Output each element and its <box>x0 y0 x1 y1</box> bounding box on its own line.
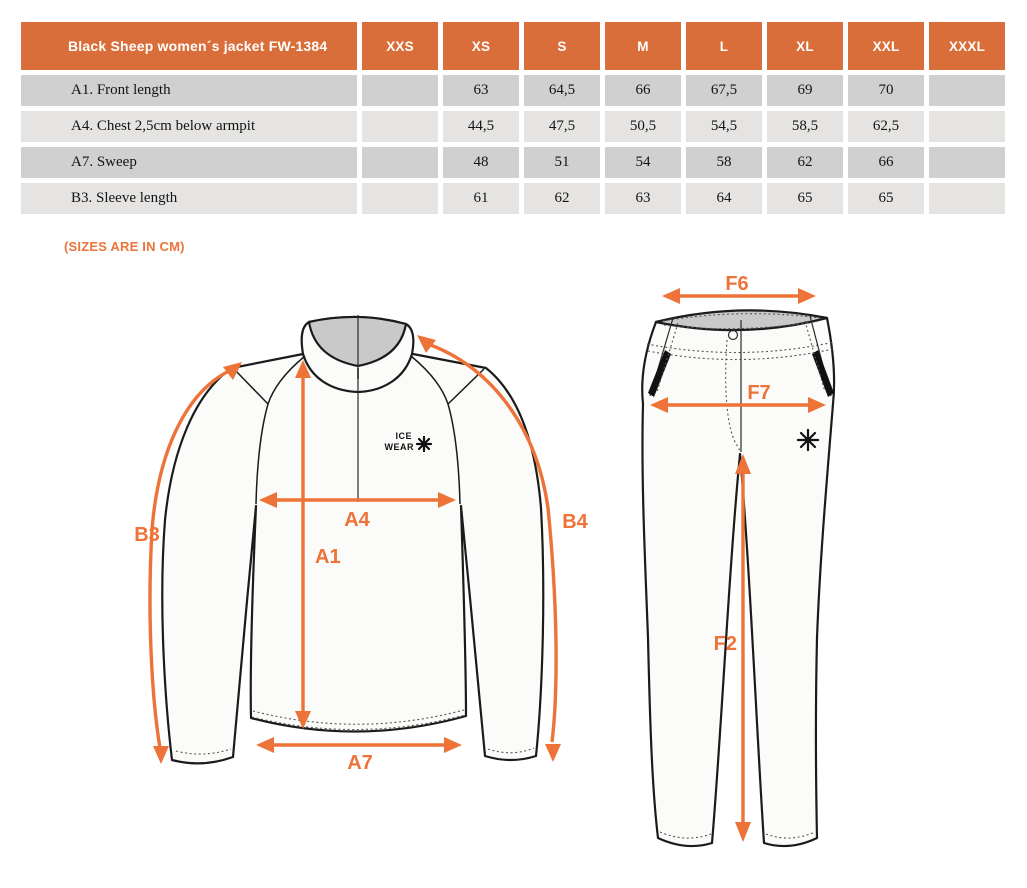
size-value-cell: 66 <box>848 147 924 178</box>
pants-drawing <box>642 273 834 846</box>
size-value-cell: 62 <box>524 183 600 214</box>
label-a7: A7 <box>347 752 373 774</box>
size-value-cell <box>362 147 438 178</box>
size-value-cell: 47,5 <box>524 111 600 142</box>
snowflake-icon <box>417 437 431 451</box>
col-header-m: M <box>605 22 681 70</box>
size-value-cell <box>929 147 1005 178</box>
sizes-note: (SIZES ARE IN CM) <box>64 239 185 254</box>
size-value-cell <box>929 111 1005 142</box>
col-header-s: S <box>524 22 600 70</box>
size-value-cell: 63 <box>443 75 519 106</box>
size-value-cell: 70 <box>848 75 924 106</box>
pants-body <box>642 311 834 846</box>
size-value-cell: 64 <box>686 183 762 214</box>
label-b4: B4 <box>562 511 588 533</box>
size-value-cell: 66 <box>605 75 681 106</box>
col-header-xxxl: XXXL <box>929 22 1005 70</box>
size-value-cell: 62,5 <box>848 111 924 142</box>
size-value-cell <box>362 75 438 106</box>
arrow-a7 <box>256 737 462 753</box>
jacket-body <box>162 354 543 763</box>
col-header-l: L <box>686 22 762 70</box>
size-value-cell: 64,5 <box>524 75 600 106</box>
label-f6: F6 <box>725 273 749 295</box>
size-value-cell: 65 <box>848 183 924 214</box>
size-value-cell: 62 <box>767 147 843 178</box>
jacket-drawing <box>134 315 588 774</box>
size-value-cell: 51 <box>524 147 600 178</box>
label-f7: F7 <box>747 382 771 404</box>
size-value-cell: 54,5 <box>686 111 762 142</box>
size-value-cell: 69 <box>767 75 843 106</box>
size-value-cell: 61 <box>443 183 519 214</box>
size-value-cell: 48 <box>443 147 519 178</box>
size-value-cell: 54 <box>605 147 681 178</box>
col-header-xxs: XXS <box>362 22 438 70</box>
size-table <box>21 22 1005 214</box>
col-header-xl: XL <box>767 22 843 70</box>
measurement-diagram <box>0 268 1027 888</box>
size-value-cell: 65 <box>767 183 843 214</box>
size-value-cell: 44,5 <box>443 111 519 142</box>
row-label-front-length: A1. Front length <box>21 75 357 106</box>
row-label-chest: A4. Chest 2,5cm below armpit <box>21 111 357 142</box>
row-label-sweep: A7. Sweep <box>21 147 357 178</box>
logo-text-wear: WEAR <box>384 442 414 452</box>
size-value-cell <box>362 183 438 214</box>
size-value-cell: 63 <box>605 183 681 214</box>
label-a4: A4 <box>344 509 370 531</box>
label-a1: A1 <box>315 546 341 568</box>
snowflake-icon <box>798 430 818 450</box>
size-value-cell: 58,5 <box>767 111 843 142</box>
size-value-cell <box>362 111 438 142</box>
size-value-cell: 58 <box>686 147 762 178</box>
size-value-cell: 67,5 <box>686 75 762 106</box>
size-value-cell: 50,5 <box>605 111 681 142</box>
size-value-cell <box>929 75 1005 106</box>
size-value-cell <box>929 183 1005 214</box>
label-b3: B3 <box>134 524 160 546</box>
col-header-xs: XS <box>443 22 519 70</box>
row-label-sleeve-length: B3. Sleeve length <box>21 183 357 214</box>
col-header-xxl: XXL <box>848 22 924 70</box>
label-f2: F2 <box>713 633 737 655</box>
logo-text-ice: ICE <box>395 431 412 441</box>
table-title: Black Sheep women´s jacket FW-1384 <box>21 22 357 70</box>
